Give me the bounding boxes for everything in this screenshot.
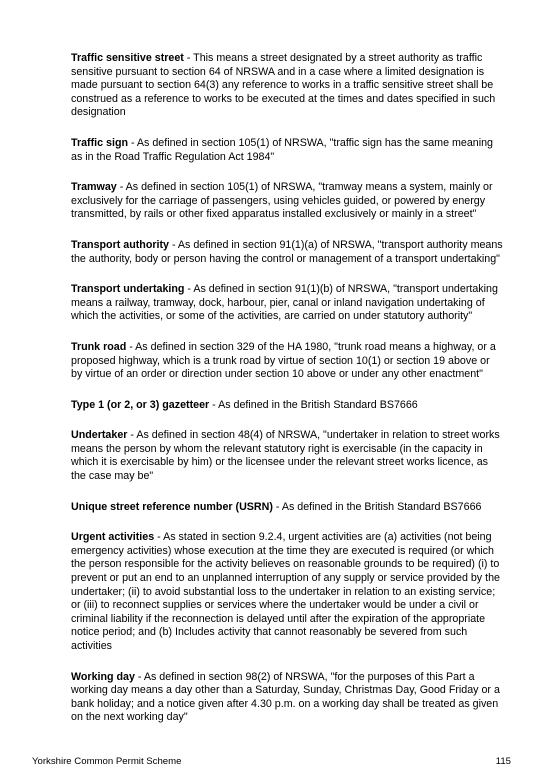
glossary-term: Transport authority: [71, 238, 169, 251]
glossary-definition: - As defined in the British Standard BS7666: [272, 500, 482, 513]
glossary-entry-transport-authority: [71, 239, 503, 266]
glossary-definition: - As stated in section 9.2.4, urgent activities are (a) activities (not being emergency activities) whose execution at the time they are executed is required (or which the person responsible for the activity believes on reasonable grounds to be required) (i) to prevent or put an end to an unplanned interruption of any supply or service provided by the undertaker; (ii) to avoid substantial loss to the undertaker in relation to an existing service; or (iii) to reconnect supplies or services where the undertaker would be under a civil or criminal liability if the reconnection is delayed until after the expiration of the appropriate notice period; and (b) Includes activity that cannot reasonably be severed from such activities: [71, 531, 500, 652]
glossary-term: Unique street reference number (USRN): [71, 500, 273, 513]
glossary-definition: - This means a street designated by a street authority as traffic sensitive pursuant to section 64 of NRSWA and in a case where a limited designation is made pursuant to section 64(3) any reference to works in a traffic sensitive street shall be construed as a reference to works to be executed at the times and dates specified in such designation: [71, 52, 496, 119]
footer-document-title: Yorkshire Common Permit Scheme: [32, 756, 182, 767]
glossary-term: Undertaker: [71, 429, 128, 442]
glossary-term: Traffic sign: [71, 136, 129, 149]
glossary-definition: - As defined in section 105(1) of NRSWA, "tramway means a system, mainly or exclusively for the carriage of passengers, using vehicles guided, or powered by energy transmitted, by rails or other fixed apparatus installed exclusively or mainly in a street": [71, 181, 493, 221]
glossary-entry-gazetteer: [71, 399, 503, 413]
glossary-definition: - As defined in section 98(2) of NRSWA, "for the purposes of this Part a working day means a day other than a Saturday, Sunday, Christmas Day, Good Friday or a bank holiday; and a notice given after 4.30 p.m. on a working day shall be treated as given on the next working day": [71, 670, 500, 724]
glossary-term: Working day: [71, 670, 135, 683]
glossary-term: Type 1 (or 2, or 3) gazetteer: [71, 398, 210, 411]
glossary-entry-trunk-road: [71, 341, 503, 382]
glossary-term: Trunk road: [71, 340, 127, 353]
glossary-term: Tramway: [71, 181, 117, 194]
footer-page-number: 115: [495, 756, 511, 767]
glossary-entry-urgent-activities: [71, 531, 503, 653]
glossary-definition: - As defined in the British Standard BS7666: [209, 398, 418, 411]
glossary-entry-undertaker: [71, 429, 503, 483]
glossary-term: Transport undertaking: [71, 283, 185, 296]
glossary-entry-working-day: [71, 671, 503, 725]
glossary-definition: - As defined in section 105(1) of NRSWA, "traffic sign has the same meaning as in the Road Traffic Regulation Act 1984": [71, 136, 493, 163]
glossary-entry-traffic-sensitive-street: [71, 52, 503, 120]
glossary-definition: - As defined in section 91(1)(a) of NRSWA, "transport authority means the authority, body or person having the control or management of a transport undertaking": [71, 238, 503, 265]
glossary-definition: - As defined in section 91(1)(b) of NRSWA, "transport undertaking means a railway, tramway, dock, harbour, pier, canal or inland navigation undertaking of which the activities, or some of the activities, are carried on under statutory authority": [71, 283, 498, 323]
glossary-entry-usrn: [71, 501, 503, 515]
glossary-term: Traffic sensitive street: [71, 52, 184, 64]
glossary-content: [71, 52, 503, 742]
glossary-entry-transport-undertaking: [71, 283, 503, 324]
glossary-entry-traffic-sign: [71, 137, 503, 164]
glossary-definition: - As defined in section 329 of the HA 1980, "trunk road means a highway, or a proposed highway, which is a trunk road by virtue of section 10(1) or section 19 above or by virtue of an order or direction under section 10 above or under any other enactment": [71, 340, 496, 381]
glossary-entry-tramway: [71, 181, 503, 222]
glossary-term: Urgent activities: [71, 531, 155, 544]
glossary-definition: - As defined in section 48(4) of NRSWA, "undertaker in relation to street works means the person by whom the relevant statutory right is exercisable (in the capacity in which it is exercisable by him) or the licensee under the relevant street works licence, as the case may be": [71, 429, 500, 483]
